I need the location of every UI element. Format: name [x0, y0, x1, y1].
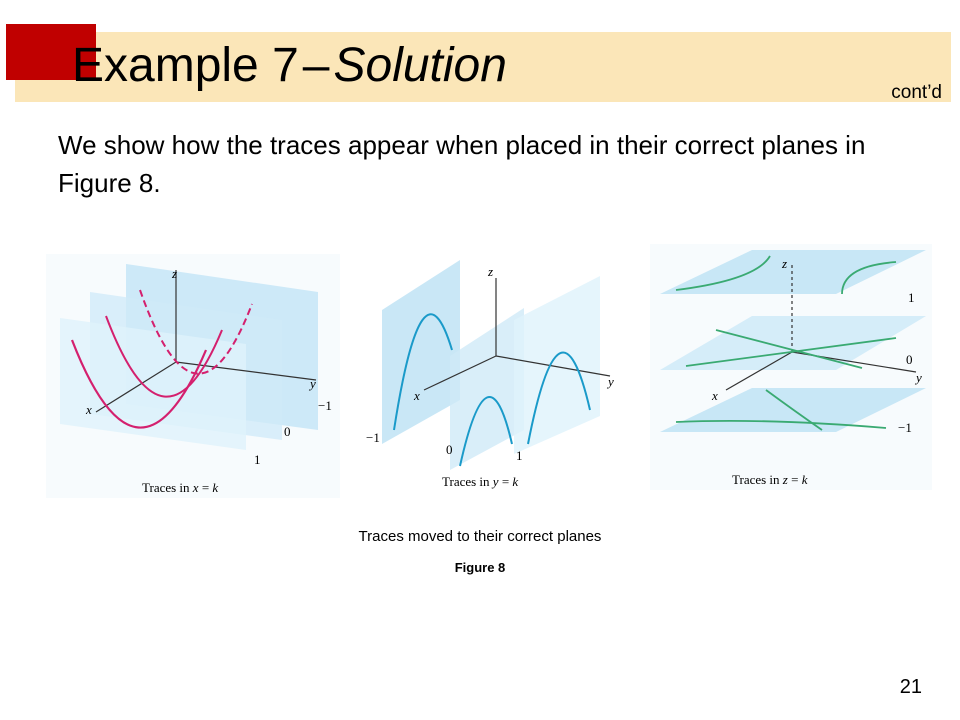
slide-title: [72, 36, 507, 96]
axis-y-label: y: [608, 374, 614, 389]
axis-z-label: z: [172, 266, 178, 281]
panel-caption: Traces in y = k: [442, 474, 519, 489]
axis-y-label: y: [916, 370, 922, 385]
axis-y-label: y: [310, 376, 316, 391]
level-label-middle: 0: [284, 424, 291, 439]
plane-left: [382, 260, 460, 444]
level-label-middle: 0: [906, 352, 913, 367]
level-label-front: 1: [254, 452, 261, 467]
axis-x-label: x: [86, 402, 92, 417]
level-label-back: −1: [318, 398, 332, 413]
level-label-middle: 0: [446, 442, 453, 457]
title-dash: –: [302, 39, 330, 92]
panel-traces-y: [364, 240, 634, 500]
title-solution: Solution: [333, 39, 507, 92]
body-paragraph: We show how the traces appear when placed in their correct planes in Figure 8.: [58, 130, 866, 198]
page-number: 21: [899, 676, 922, 698]
panel-traces-x: [46, 240, 346, 500]
figure-caption: Traces moved to their correct planes: [358, 528, 602, 545]
axis-z-label: z: [782, 256, 788, 271]
level-label-bottom: −1: [898, 420, 912, 435]
plane-middle: [450, 308, 524, 470]
plane-right: [514, 276, 600, 454]
title-main: Example 7: [72, 39, 299, 92]
continued-label: cont’d: [891, 82, 942, 103]
axis-z-label: z: [488, 264, 494, 279]
axis-x-label: x: [414, 388, 420, 403]
level-label-top: 1: [908, 290, 915, 305]
level-label-right: 1: [516, 448, 523, 463]
panel-caption: Traces in x = k: [142, 480, 219, 495]
figure-8: [46, 240, 936, 500]
axis-x-label: x: [712, 388, 718, 403]
figure-label: Figure 8: [454, 560, 506, 575]
panel-traces-z: [646, 240, 936, 500]
panel-caption: Traces in z = k: [732, 472, 808, 487]
level-label-left: −1: [366, 430, 380, 445]
